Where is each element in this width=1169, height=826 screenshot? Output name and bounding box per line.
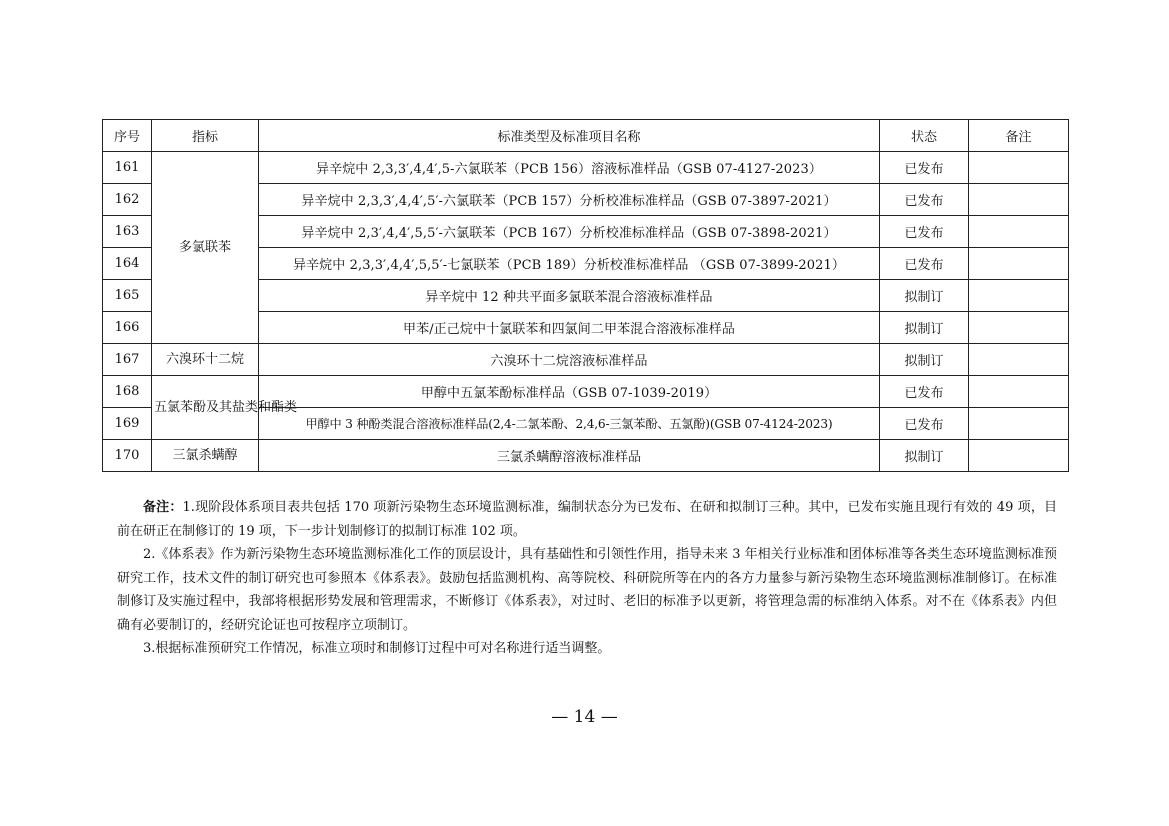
note-item-3 (117, 637, 1057, 661)
row-standard-name: 甲醇中 3 种酚类混合溶液标准样品(2,4-二氯苯酚、2,4,6-三氯苯酚、五氯酚)(GSB 07-4124-2023) (259, 408, 880, 440)
table-row (103, 344, 1069, 376)
row-no: 163 (103, 216, 152, 248)
row-remark (969, 248, 1069, 280)
row-status: 已发布 (880, 152, 969, 184)
notes-section (117, 496, 1057, 661)
header-status: 状态 (880, 120, 969, 152)
row-standard-name: 异辛烷中 2,3′,4,4′,5,5′-六氯联苯（PCB 167）分析校准标准样品（GSB 07-3898-2021） (259, 216, 880, 248)
note-item-1 (117, 496, 1057, 543)
row-remark (969, 152, 1069, 184)
row-standard-name: 六溴环十二烷溶液标准样品 (259, 344, 880, 376)
row-no: 167 (103, 344, 152, 376)
row-standard-name: 异辛烷中 2,3,3′,4,4′,5′-六氯联苯（PCB 157）分析校准标准样品（GSB 07-3897-2021） (259, 184, 880, 216)
indicator-cell: 五氯苯酚及其盐类和酯类 (152, 376, 259, 440)
row-remark (969, 408, 1069, 440)
row-status: 已发布 (880, 408, 969, 440)
standards-table (102, 119, 1069, 472)
row-remark (969, 280, 1069, 312)
row-no: 165 (103, 280, 152, 312)
header-standard-name: 标准类型及标准项目名称 (259, 120, 880, 152)
row-standard-name: 异辛烷中 2,3,3′,4,4′,5,5′-七氯联苯（PCB 189）分析校准标准样品 （GSB 07-3899-2021） (259, 248, 880, 280)
row-standard-name: 异辛烷中 2,3,3′,4,4′,5-六氯联苯（PCB 156）溶液标准样品（GSB 07-4127-2023） (259, 152, 880, 184)
table-row (103, 152, 1069, 184)
indicator-cell: 三氯杀螨醇 (152, 440, 259, 472)
row-status: 拟制订 (880, 440, 969, 472)
row-status: 已发布 (880, 184, 969, 216)
header-indicator: 指标 (152, 120, 259, 152)
row-no: 162 (103, 184, 152, 216)
row-status: 拟制订 (880, 312, 969, 344)
page-number: — 14 — (551, 707, 618, 727)
note-item-2 (117, 543, 1057, 637)
note-text-1: 1.现阶段体系项目表共包括 170 项新污染物生态环境监测标准，编制状态分为已发布、在研和拟制订三种。其中，已发布实施且现行有效的 49 项，目前在研正在制修订的 19 项，下一步计划制修订的拟制订标准 102 项。 (117, 500, 1057, 539)
row-no: 161 (103, 152, 152, 184)
indicator-cell: 六溴环十二烷 (152, 344, 259, 376)
row-no: 166 (103, 312, 152, 344)
row-standard-name: 三氯杀螨醇溶液标准样品 (259, 440, 880, 472)
row-no: 170 (103, 440, 152, 472)
header-no: 序号 (103, 120, 152, 152)
row-no: 164 (103, 248, 152, 280)
row-remark (969, 344, 1069, 376)
row-status: 拟制订 (880, 280, 969, 312)
header-remark: 备注 (969, 120, 1069, 152)
note-text-3: 3.根据标准预研究工作情况，标准立项时和制修订过程中可对名称进行适当调整。 (143, 641, 611, 656)
table-header-row (103, 120, 1069, 152)
note-text-2: 2.《体系表》作为新污染物生态环境监测标准化工作的顶层设计，具有基础性和引领性作用，指导未来 3 年相关行业标准和团体标准等各类生态环境监测标准预研究工作，技术文件的制订研究也可参照本《体系表》。鼓励包括监测机构、高等院校、科研院所等在内的各方力量参与新污染物生态环境监测标准制修订。在标准制修订及实施过程中，我部将根据形势发展和管理需求，不断修订《体系表》，对过时、老旧的标准予以更新，将管理急需的标准纳入体系。对不在《体系表》内但确有必要制订的，经研究论证也可按程序立项制订。 (117, 547, 1057, 633)
row-status: 拟制订 (880, 344, 969, 376)
row-remark (969, 376, 1069, 408)
table-row (103, 440, 1069, 472)
row-no: 168 (103, 376, 152, 408)
row-standard-name: 甲醇中五氯苯酚标准样品（GSB 07-1039-2019） (259, 376, 880, 408)
row-remark (969, 440, 1069, 472)
row-standard-name: 异辛烷中 12 种共平面多氯联苯混合溶液标准样品 (259, 280, 880, 312)
row-status: 已发布 (880, 248, 969, 280)
indicator-cell: 多氯联苯 (152, 152, 259, 344)
row-status: 已发布 (880, 216, 969, 248)
notes-label: 备注： (143, 500, 183, 515)
row-remark (969, 312, 1069, 344)
row-no: 169 (103, 408, 152, 440)
row-remark (969, 216, 1069, 248)
row-status: 已发布 (880, 376, 969, 408)
row-remark (969, 184, 1069, 216)
table-row (103, 376, 1069, 408)
row-standard-name: 甲苯/正己烷中十氯联苯和四氯间二甲苯混合溶液标准样品 (259, 312, 880, 344)
